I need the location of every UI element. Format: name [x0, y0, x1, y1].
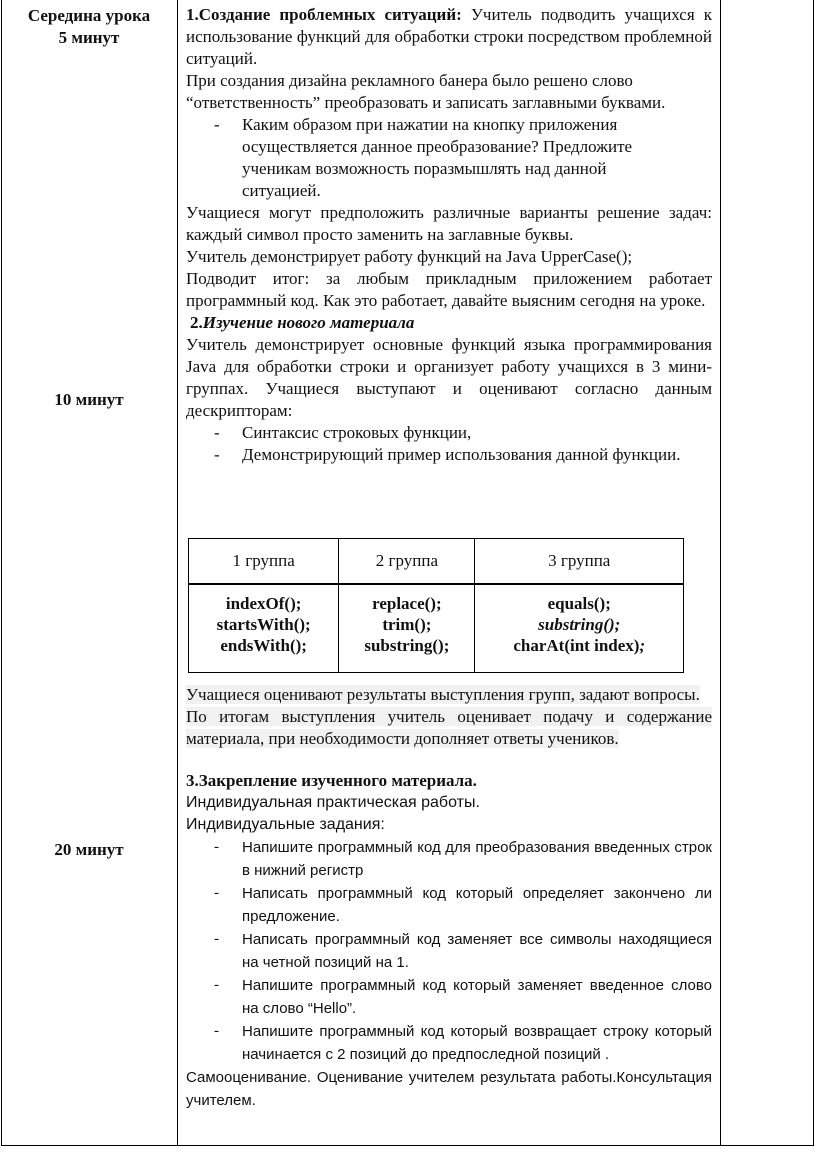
stage-label: Середина урока	[27, 6, 151, 25]
section-1-paragraph-2: Учащиеся могут предположить различные варианты решение задач: каждый символ просто заменить на заглавные буквы.	[186, 203, 712, 244]
task-item: - Написать программный код который определяет закончено ли предложение.	[214, 885, 712, 925]
section-2-bullet: - Демонстрирующий пример использования данной функции.	[214, 445, 681, 464]
time-10: 10 минут	[54, 390, 124, 409]
time-5: 5 минут	[58, 28, 120, 47]
section-1-paragraph: При создания дизайна рекламного банера было решено слово “ответственность” преобразовать и записать заглавными буквами.	[186, 71, 666, 112]
section-2-paragraph: Учитель демонстрирует основные функций языка программирования Java для обработки строки и организует работу учащихся в 3 мини- группах. Учащиеся выступают и оценивают согласно данным дескрипторам:	[186, 335, 712, 420]
section-3-closing: Самооценивание. Оценивание учителем результата работы.Консультация учителем.	[186, 1069, 712, 1109]
stage-label-block	[2, 5, 176, 49]
border-bottom	[1, 1145, 814, 1146]
section-3-line-2: Индивидуальные задания:	[186, 816, 385, 833]
border-col2	[720, 0, 721, 1146]
time-20: 20 минут	[54, 840, 124, 859]
section-1-paragraph-3: Учитель демонстрирует работу функций на Java UpperCase();	[186, 247, 633, 266]
groups-table-header-row	[189, 539, 684, 585]
task-item: - Напишите программный код который заменяет введенное слово на слово “Hello”.	[214, 977, 712, 1017]
groups-table-row	[189, 584, 684, 673]
border-col1	[177, 0, 178, 1146]
section-2-bullet: - Синтаксис строковых функции,	[214, 423, 472, 442]
border-right	[813, 0, 814, 1146]
group-3-functions: equals(); substring(); charAt(int index);	[475, 584, 684, 673]
after-table-paragraph: Учащиеся оценивают результаты выступления групп, задают вопросы.	[186, 685, 700, 704]
task-item: - Напишите программный код который возвращает строку который начинается с 2 позиций до предпоследной позиций .	[214, 1023, 712, 1063]
section-2-title: 2.Изучение нового материала	[190, 313, 415, 332]
section-1-paragraph-4: Подводит итог: за любым прикладным приложением работает программный код. Как это работает, давайте выясним сегодня на уроке.	[186, 269, 712, 310]
border-left	[1, 0, 2, 1146]
section-1	[186, 4, 712, 466]
after-table-paragraph-2: По итогам выступления учитель оценивает подачу и содержание материала, при необходимости дополняет ответы учеников.	[186, 707, 712, 748]
group-1-header: 1 группа	[189, 539, 339, 585]
section-after-table	[186, 684, 712, 1112]
group-2-functions: replace(); trim(); substring();	[339, 584, 475, 673]
section-3-title: 3.Закрепление изученного материала.	[186, 771, 477, 790]
task-item: - Напишите программный код для преобразования введенных строк в нижний регистр	[214, 839, 712, 879]
group-1-functions: indexOf(); startsWith(); endsWith();	[189, 584, 339, 673]
section-1-title: 1.Создание проблемных ситуаций:	[186, 5, 462, 24]
groups-table	[188, 538, 684, 673]
section-3-line: Индивидуальная практическая работы.	[186, 794, 480, 811]
task-item: - Написать программный код заменяет все символы находящиеся на четной позиций на 1.	[214, 931, 712, 971]
section-1-intro: 1.Создание проблемных ситуаций: Учитель подводить учащихся к использование функций для обработки строки посредством проблемной ситуаций.	[186, 5, 712, 68]
group-2-header: 2 группа	[339, 539, 475, 585]
section-1-bullet: - Каким образом при нажатии на кнопку приложения осуществляется данное преобразование? Предложите ученикам возможность поразмышлять над данной ситуацией.	[214, 115, 633, 200]
group-3-header: 3 группа	[475, 539, 684, 585]
